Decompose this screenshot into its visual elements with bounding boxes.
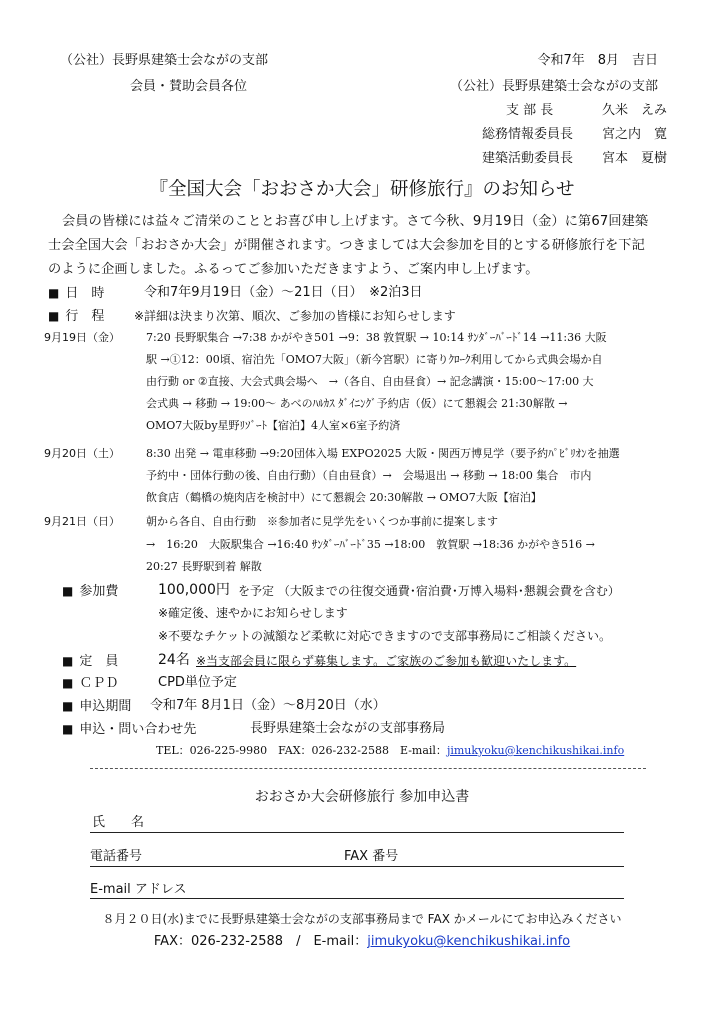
signer-role: 建築活動委員長 [482, 151, 574, 166]
email-field[interactable] [90, 898, 624, 899]
signer-role: 支 部 長 [506, 103, 554, 118]
issue-date: 令和7年 8月 吉日 [537, 53, 658, 68]
fee-note: ※確定後、速やかにお知らせします [158, 606, 348, 620]
fax-label: FAX 番号 [344, 849, 399, 864]
signer-name: 宮本 夏樹 [602, 151, 668, 166]
fee-amount: 100,000円 [158, 582, 230, 598]
capacity-value: 24名 [158, 652, 190, 668]
day-line: 7:20 長野駅集合 →7:38 かがやき501 →9：38 敦賀駅 → 10:14 ｻﾝﾀﾞｰﾊﾞｰﾄﾞ14 →11:36 大阪 [146, 331, 607, 344]
itinerary-label: ■ 行 程 [48, 307, 104, 326]
itinerary-note: ※詳細は決まり次第、順次、ご参加の皆様にお知らせします [134, 309, 456, 323]
day-date: 9月21日（日） [44, 515, 120, 528]
phone-label: 電話番号 [90, 849, 143, 864]
contact-office: 長野県建築士会ながの支部事務局 [250, 721, 446, 736]
signer-name: 久米 えみ [602, 103, 668, 118]
period-label: ■ 申込期間 [62, 697, 131, 716]
day-line: 8:30 出発 → 電車移動 →9:20団体入場 EXPO2025 大阪・関西万博見学（要予約ﾊﾟﾋﾞﾘｵﾝを抽選 [146, 447, 620, 460]
contact-email-link[interactable]: jimukyoku@kenchikushikai.info [446, 744, 625, 757]
day-line: 駅 →①12：00頃、宿泊先「OMO7大阪」（新今宮駅）に寄りｸﾛｰｸ利用してから式典会場か自 [146, 353, 603, 366]
page-title: 『全国大会「おおさか大会」研修旅行』のお知らせ [149, 179, 575, 200]
schedule-label: ■ 日 時 [48, 284, 104, 303]
recipients: 会員・賛助会員各位 [130, 79, 248, 94]
intro-line: 会員の皆様には益々ご清栄のこととお喜び申し上げます。さて今秋、9月19日（金）に第67回建築 [62, 214, 649, 229]
cpd-label: ■ ＣＰＤ [62, 674, 118, 693]
day-line: → 16:20 大阪駅集合 →16:40 ｻﾝﾀﾞｰﾊﾞｰﾄﾞ35 →18:00 敦賀駅 →18:36 かがやき516 → [146, 538, 595, 551]
day-line: 会式典 → 移動 → 19:00～ あべのﾊﾙｶｽ ﾀﾞｲﾆﾝｸﾞ予約店（仮）にて懇親会 21:30解散 → [146, 397, 568, 410]
intro-line: 士会全国大会「おおさか大会」が開催されます。つきましては大会参加を目的とする研修旅行を下記 [48, 238, 645, 253]
period-value: 令和7年 8月1日（金）～8月20日（水） [150, 698, 386, 713]
intro-line: のように企画しました。ふるってご参加いただきますよう、ご案内申し上げます。 [48, 262, 539, 277]
capacity-label: ■ 定 員 [62, 652, 118, 671]
footer-email-link[interactable]: jimukyoku@kenchikushikai.info [367, 934, 571, 949]
fee-label: ■ 参加費 [62, 582, 118, 601]
deadline-note: ８月２０日(水)までに長野県建築士会ながの支部事務局まで FAX かメールにてお申込みください [102, 912, 622, 926]
contact-label: ■ 申込・問い合わせ先 [62, 720, 196, 739]
name-label: 氏 名 [92, 815, 145, 830]
fee-note: ※不要なチケットの減額など柔軟に対応できますので支部事務局にご相談ください。 [158, 629, 611, 643]
phone-fax-field[interactable] [90, 866, 624, 867]
day-line: 由行動 or ②直接、大会式典会場へ →（各自、自由昼食）→ 記念講演・15:00～17:00 大 [146, 375, 594, 388]
sender-org: （公社）長野県建築士会ながの支部 [60, 53, 269, 68]
fee-detail: を予定 （大阪までの往復交通費･宿泊費･万博入場料･懇親会費を含む） [238, 584, 620, 598]
day-line: 20:27 長野駅到着 解散 [146, 560, 262, 573]
signer-role: 総務情報委員長 [482, 127, 574, 142]
contact-tel-fax: TEL：026-225-9980 FAX：026-232-2588 E-mail：jimukyoku@kenchikushikai.info [156, 744, 625, 757]
email-label: E-mail アドレス [90, 882, 187, 897]
form-title: おおさか大会研修旅行 参加申込書 [254, 789, 470, 805]
day-line: 飲食店（鶴橋の焼肉店を検討中）にて懇親会 20:30解散 → OMO7大阪【宿泊】 [146, 491, 542, 504]
cpd-value: CPD単位予定 [158, 675, 237, 690]
capacity-note: ※当支部会員に限らず募集します。ご家族のご参加も歓迎いたします。 [196, 654, 577, 668]
name-field[interactable] [90, 832, 624, 833]
day-date: 9月20日（土） [44, 447, 120, 460]
issuer-org: （公社）長野県建築士会ながの支部 [449, 79, 658, 94]
separator-line [90, 768, 646, 769]
schedule-value: 令和7年9月19日（金）～21日（日） ※2泊3日 [144, 285, 423, 300]
signer-name: 宮之内 寛 [602, 127, 668, 142]
footer-contact: FAX：026-232-2588 / E-mail：jimukyoku@kenchikushikai.info [153, 934, 571, 949]
day-line: 予約中・団体行動の後、自由行動）（自由昼食）→ 会場退出 → 移動 → 18:00 集合 市内 [146, 469, 592, 482]
day-line: 朝から各自、自由行動 ※参加者に見学先をいくつか事前に提案します [146, 515, 498, 528]
day-date: 9月19日（金） [44, 331, 120, 344]
day-line: OMO7大阪by星野ﾘｿﾞｰﾄ【宿泊】4人室×6室予約済 [146, 419, 401, 432]
